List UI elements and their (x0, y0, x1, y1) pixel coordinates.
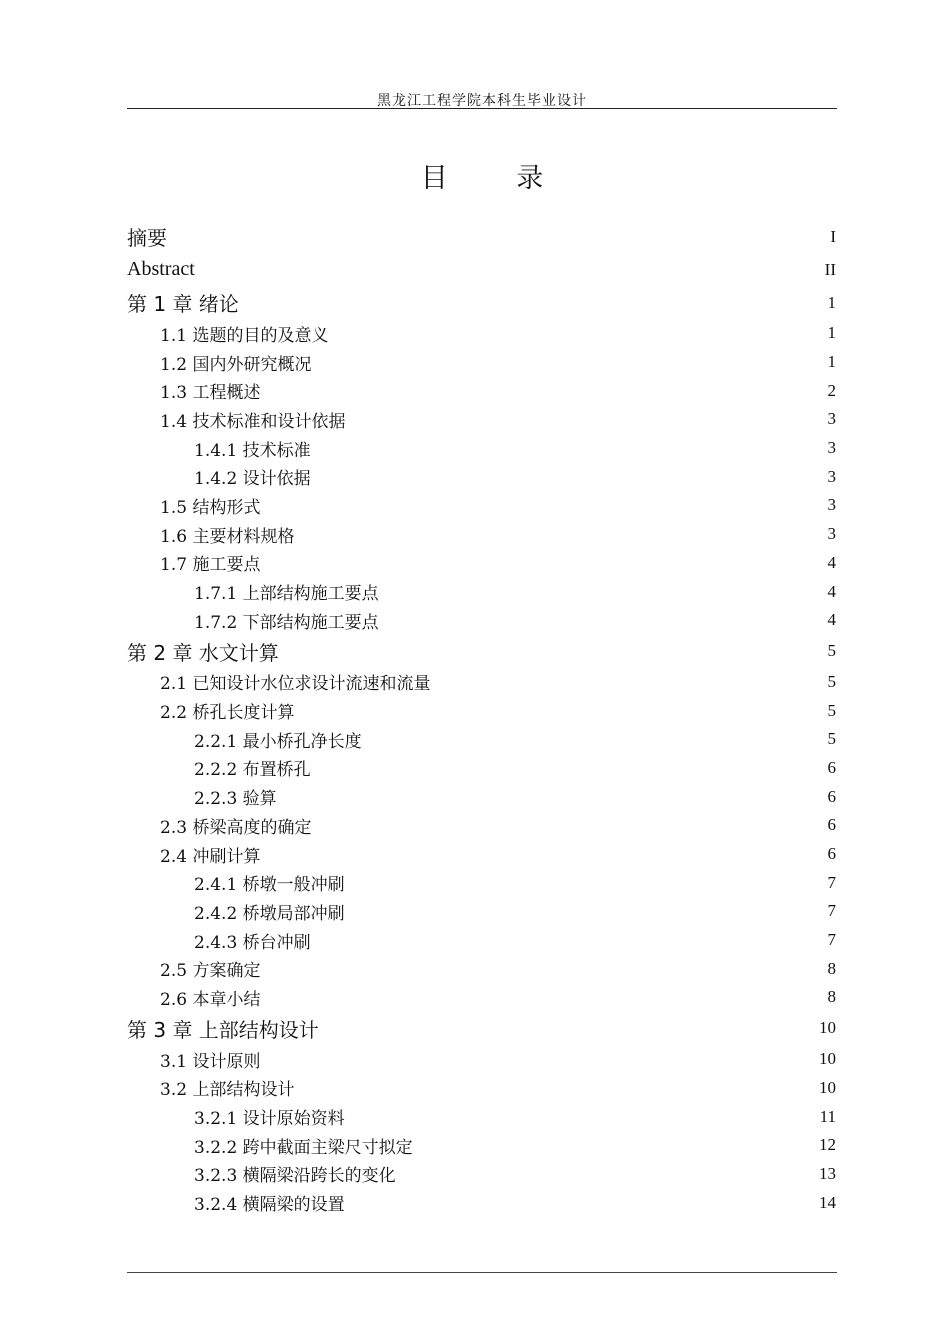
toc-subsection-entry[interactable] (127, 1188, 837, 1217)
toc-entry-page-number: II (824, 259, 836, 279)
toc-entry-label: 3.2.4 横隔梁的设置 (194, 1195, 345, 1216)
toc-entry-page-number: 3 (827, 495, 836, 515)
toc-entry-page-number: 10 (819, 1049, 836, 1069)
toc-entry-page-number: 8 (827, 987, 836, 1007)
toc-entry-label: 1.7.2 下部结构施工要点 (194, 612, 379, 633)
toc-section-entry[interactable] (127, 668, 837, 697)
toc-entry-label: 3.2.3 横隔梁沿跨长的变化 (194, 1166, 396, 1187)
toc-entry-label: 1.3 工程概述 (160, 383, 261, 404)
toc-subsection-entry[interactable] (127, 725, 837, 754)
toc-entry-page-number: 10 (819, 1018, 836, 1038)
toc-subsection-entry[interactable] (127, 1131, 837, 1160)
toc-entry-label: 2.5 方案确定 (160, 961, 261, 982)
toc-section-entry[interactable] (127, 549, 837, 578)
toc-entry-label: 3.2.1 设计原始资料 (194, 1109, 345, 1130)
toc-entry-label: 2.2.2 布置桥孔 (194, 760, 311, 781)
toc-section-entry[interactable] (127, 983, 837, 1012)
toc-entry-page-number: 6 (827, 786, 836, 806)
toc-entry-page-number: 11 (819, 1106, 836, 1126)
toc-title: 目 录 (420, 163, 574, 194)
table-of-contents (127, 220, 837, 1217)
toc-entry-page-number: 5 (827, 729, 836, 749)
toc-entry-label: 2.1 已知设计水位求设计流速和流量 (160, 674, 431, 695)
toc-entry-page-number: 4 (827, 552, 836, 572)
toc-section-entry[interactable] (127, 811, 837, 840)
toc-entry-page-number: 6 (827, 757, 836, 777)
footer-divider (127, 1272, 837, 1273)
toc-entry-page-number: 4 (827, 581, 836, 601)
toc-entry-label: Abstract (127, 258, 195, 280)
toc-section-entry[interactable] (127, 491, 837, 520)
toc-entry-page-number: 2 (827, 380, 836, 400)
toc-entry-label: 2.4.2 桥墩局部冲刷 (194, 903, 345, 924)
toc-section-entry[interactable] (127, 840, 837, 869)
toc-entry-label: 2.2.1 最小桥孔净长度 (194, 731, 362, 752)
toc-section-entry[interactable] (127, 376, 837, 405)
toc-section-entry[interactable] (127, 319, 837, 348)
toc-entry-label: 2.4 冲刷计算 (160, 846, 261, 867)
toc-entry-label: 1.4.1 技术标准 (194, 440, 311, 461)
toc-entry-label: 2.6 本章小结 (160, 989, 261, 1010)
toc-chapter-entry[interactable] (127, 635, 837, 668)
toc-subsection-entry[interactable] (127, 868, 837, 897)
toc-subsection-entry[interactable] (127, 926, 837, 955)
toc-entry-page-number: 13 (819, 1163, 836, 1183)
toc-section-entry[interactable] (127, 348, 837, 377)
toc-subsection-entry[interactable] (127, 1102, 837, 1131)
header-divider (127, 108, 837, 109)
toc-entry-label: 3.1 设计原则 (160, 1051, 261, 1072)
toc-section-entry[interactable] (127, 405, 837, 434)
toc-entry-page-number: 1 (827, 292, 836, 312)
toc-entry-label: 3.2 上部结构设计 (160, 1080, 295, 1101)
toc-entry-page-number: 3 (827, 466, 836, 486)
toc-entry-page-number: 1 (827, 352, 836, 372)
toc-entry-page-number: 5 (827, 641, 836, 661)
toc-subsection-entry[interactable] (127, 434, 837, 463)
toc-entry-label: 2.2 桥孔长度计算 (160, 703, 295, 724)
toc-subsection-entry[interactable] (127, 754, 837, 783)
toc-entry-page-number: 6 (827, 815, 836, 835)
toc-entry-page-number: 7 (827, 901, 836, 921)
toc-entry-label: 1.1 选题的目的及意义 (160, 325, 329, 346)
toc-entry-label: 2.4.3 桥台冲刷 (194, 932, 311, 953)
toc-chapter-entry[interactable] (127, 286, 837, 319)
toc-entry-label: 1.6 主要材料规格 (160, 526, 295, 547)
toc-subsection-entry[interactable] (127, 1160, 837, 1189)
toc-section-entry[interactable] (127, 1045, 837, 1074)
toc-subsection-entry[interactable] (127, 577, 837, 606)
toc-entry-page-number: 6 (827, 844, 836, 864)
toc-entry-label: 1.7.1 上部结构施工要点 (194, 584, 379, 605)
toc-subsection-entry[interactable] (127, 606, 837, 635)
toc-chapter-entry[interactable] (127, 1012, 837, 1045)
toc-subsection-entry[interactable] (127, 782, 837, 811)
toc-entry-page-number: 3 (827, 409, 836, 429)
toc-chapter-entry[interactable] (127, 253, 837, 286)
running-header: 黑龙江工程学院本科生毕业设计 (377, 93, 587, 109)
toc-entry-page-number: 14 (819, 1192, 836, 1212)
toc-entry-page-number: 12 (819, 1135, 836, 1155)
toc-entry-label: 1.2 国内外研究概况 (160, 354, 312, 375)
toc-entry-label: 第 2 章 水文计算 (127, 640, 279, 665)
toc-entry-label: 1.4.2 设计依据 (194, 469, 311, 490)
toc-entry-label: 1.7 施工要点 (160, 555, 261, 576)
toc-entry-page-number: 3 (827, 438, 836, 458)
toc-entry-page-number: 1 (827, 323, 836, 343)
toc-entry-label: 3.2.2 跨中截面主梁尺寸拟定 (194, 1137, 413, 1158)
toc-section-entry[interactable] (127, 954, 837, 983)
toc-chapter-entry[interactable] (127, 220, 837, 253)
toc-entry-label: 2.3 桥梁高度的确定 (160, 817, 312, 838)
toc-entry-page-number: 8 (827, 958, 836, 978)
toc-subsection-entry[interactable] (127, 462, 837, 491)
toc-entry-page-number: 7 (827, 872, 836, 892)
toc-subsection-entry[interactable] (127, 897, 837, 926)
toc-entry-label: 第 1 章 绪论 (127, 292, 239, 316)
toc-entry-label: 1.4 技术标准和设计依据 (160, 411, 346, 432)
toc-entry-page-number: 5 (827, 671, 836, 691)
toc-entry-page-number: 7 (827, 930, 836, 950)
toc-section-entry[interactable] (127, 1074, 837, 1103)
toc-entry-page-number: 3 (827, 524, 836, 544)
toc-entry-page-number: I (830, 226, 836, 246)
toc-entry-label: 第 3 章 上部结构设计 (127, 1017, 319, 1042)
toc-section-entry[interactable] (127, 520, 837, 549)
toc-entry-label: 1.5 结构形式 (160, 497, 261, 518)
toc-entry-page-number: 5 (827, 700, 836, 720)
toc-entry-label: 2.2.3 验算 (194, 789, 277, 810)
toc-entry-page-number: 4 (827, 610, 836, 630)
toc-entry-label: 摘要 (127, 226, 167, 250)
toc-entry-label: 2.4.1 桥墩一般冲刷 (194, 875, 345, 896)
toc-entry-page-number: 10 (819, 1077, 836, 1097)
toc-section-entry[interactable] (127, 696, 837, 725)
